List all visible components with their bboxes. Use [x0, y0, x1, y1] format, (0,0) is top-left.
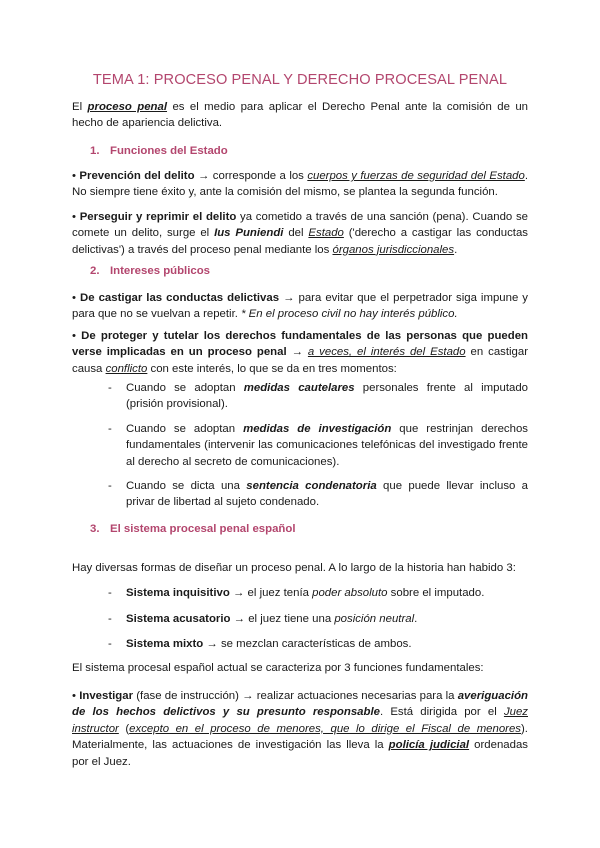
underlined-term: a veces, el interés del Estado: [307, 346, 466, 359]
estado-term: Estado: [308, 227, 344, 240]
system-em: posición neutral: [334, 613, 415, 625]
bullet-investigar: [72, 688, 528, 770]
organos-term: órganos jurisdiccionales: [332, 243, 455, 256]
bullet-text: → corresponde a los: [194, 170, 308, 182]
system-name: Sistema acusatorio: [126, 613, 231, 625]
dash-text-b: personales frente al imputado (prisión provisional).: [126, 382, 528, 411]
dash-mark: -: [108, 638, 112, 650]
section-label: Intereses públicos: [110, 265, 211, 277]
bullet-text: ('derecho a castigar las conductas delictivas') a través del proceso penal mediante los: [72, 227, 528, 256]
bullet-text: (: [118, 722, 130, 735]
juez-instructor-term: Juez instructor: [72, 706, 528, 735]
bullet-strong: De castigar las conductas delictivas: [76, 292, 280, 304]
section-number: 3.: [90, 523, 100, 535]
bullet-text: .: [454, 243, 458, 256]
bullet-text: del: [283, 227, 309, 240]
dash-text: [126, 380, 528, 413]
dash-item-investigacion: [108, 421, 528, 470]
dash-text-a: Cuando se dicta una: [126, 480, 247, 492]
system-mixto: [108, 636, 528, 652]
dash-mark: -: [108, 382, 112, 394]
excepto-term: excepto en el proceso de menores, que lo dirige el Fiscal de menores: [129, 722, 522, 735]
bullet-text: ordenadas por el Juez.: [72, 739, 528, 768]
bullet-perseguir: [72, 209, 528, 258]
section-number: 1.: [90, 145, 100, 157]
underlined-term: cuerpos y fuerzas de seguridad del Estado: [307, 170, 525, 182]
section-label: El sistema procesal penal español: [110, 523, 296, 535]
dash-mark: -: [108, 480, 112, 492]
dash-text: [126, 636, 528, 652]
dash-text: [126, 611, 528, 627]
dash-text-b: que restrinjan derechos fundamentales (intervenir las comunicaciones telefónicas del investigado frente al derecho al secreto de comunicaciones).: [126, 423, 528, 468]
bullet-strong: Investigar: [76, 690, 134, 702]
dash-bold: medidas de investigación: [243, 423, 392, 435]
bullet-proteger: [72, 328, 528, 377]
system-text-a: → el juez tenía: [229, 587, 313, 599]
bullet-mark: •: [72, 330, 76, 342]
dash-mark: -: [108, 587, 112, 599]
dash-item-cautelares: [108, 380, 528, 413]
page-title: TEMA 1: PROCESO PENAL Y DERECHO PROCESAL PENAL: [92, 72, 508, 88]
bullet-text: ya cometido a través de una sanción (pena). Cuando se comete un delito, surge el: [72, 211, 528, 240]
dash-text-b: que puede llevar incluso a privar de libertad al sujeto condenado.: [126, 480, 529, 509]
dash-bold: sentencia condenatoria: [246, 480, 377, 492]
averiguacion-term: averiguación de los hechos delictivos y su presunto responsable: [72, 690, 528, 719]
conflicto-term: conflicto: [105, 362, 148, 375]
bullet-text: →: [286, 346, 308, 359]
bullet-mark: •: [72, 292, 76, 304]
section-heading-1: [90, 143, 228, 159]
bullet-note: * En el proceso civil no hay interés público.: [241, 308, 458, 321]
bullet-text: ). Materialmente, las actuaciones de investigación las lleva la: [72, 722, 528, 752]
intro-text-a: El: [72, 101, 88, 113]
section-heading-3: [90, 521, 296, 537]
dash-text-a: Cuando se adoptan: [126, 382, 244, 394]
dash-text-a: Cuando se adoptan: [126, 423, 244, 435]
system-text-b: sobre el imputado.: [387, 587, 485, 599]
system-em: poder absoluto: [312, 587, 388, 599]
intro-paragraph: [72, 99, 528, 132]
bullet-text: (fase de instrucción) → realizar actuaciones necesarias para la: [133, 690, 458, 702]
bullet-mark: •: [72, 170, 76, 182]
dash-text: [126, 478, 528, 511]
dash-text: [126, 421, 528, 470]
dash-mark: -: [108, 423, 112, 435]
system-text-a: → se mezclan características de ambos.: [203, 638, 412, 650]
intro-text-c: es el medio para aplicar el Derecho Penal ante la comisión de un hecho de apariencia delictiva.: [72, 101, 528, 130]
bullet-text: . No siempre tiene éxito y, ante la comisión del mismo, se plantea la segunda función.: [72, 170, 529, 199]
section-label: Funciones del Estado: [110, 145, 228, 157]
intro-term: proceso penal: [87, 101, 168, 113]
system-acusatorio: [108, 611, 528, 627]
policia-judicial-term: policía judicial: [388, 739, 470, 752]
bullet-castigar: [72, 290, 528, 323]
section-number: 2.: [90, 265, 100, 277]
section-heading-2: [90, 263, 210, 279]
bullet-text: . Está dirigida por el: [379, 706, 504, 719]
bullet-text: en castigar causa: [72, 346, 529, 375]
system-text-a: → el juez tiene una: [230, 613, 335, 625]
functions-intro: El sistema procesal español actual se caracteriza por 3 funciones fundamentales:: [72, 662, 484, 674]
dash-text: [126, 585, 528, 601]
bullet-strong: Prevención del delito: [76, 170, 195, 182]
bullet-strong: Perseguir y reprimir el delito: [76, 211, 237, 223]
bullet-mark: •: [72, 690, 76, 702]
systems-intro: Hay diversas formas de diseñar un proceso penal. A lo largo de la historia han habido 3:: [72, 562, 516, 574]
bullet-text: → para evitar que el perpetrador siga impune y para que no se vuelvan a repetir.: [72, 292, 529, 321]
bullet-text: con este interés, lo que se da en tres momentos:: [147, 362, 397, 375]
dash-bold: medidas cautelares: [243, 382, 355, 394]
bullet-mark: •: [72, 211, 76, 223]
system-inquisitivo: [108, 585, 528, 601]
bullet-prevencion: [72, 168, 528, 201]
system-text-b: .: [414, 613, 418, 625]
bullet-strong: De proteger y tutelar los derechos fundamentales de las personas que pueden verse implicadas en un proceso penal: [72, 330, 528, 359]
dash-mark: -: [108, 613, 112, 625]
ius-puniendi-term: Ius Puniendi: [214, 227, 284, 240]
system-name: Sistema inquisitivo: [126, 587, 230, 599]
system-name: Sistema mixto: [126, 638, 204, 650]
dash-item-sentencia: [108, 478, 528, 511]
